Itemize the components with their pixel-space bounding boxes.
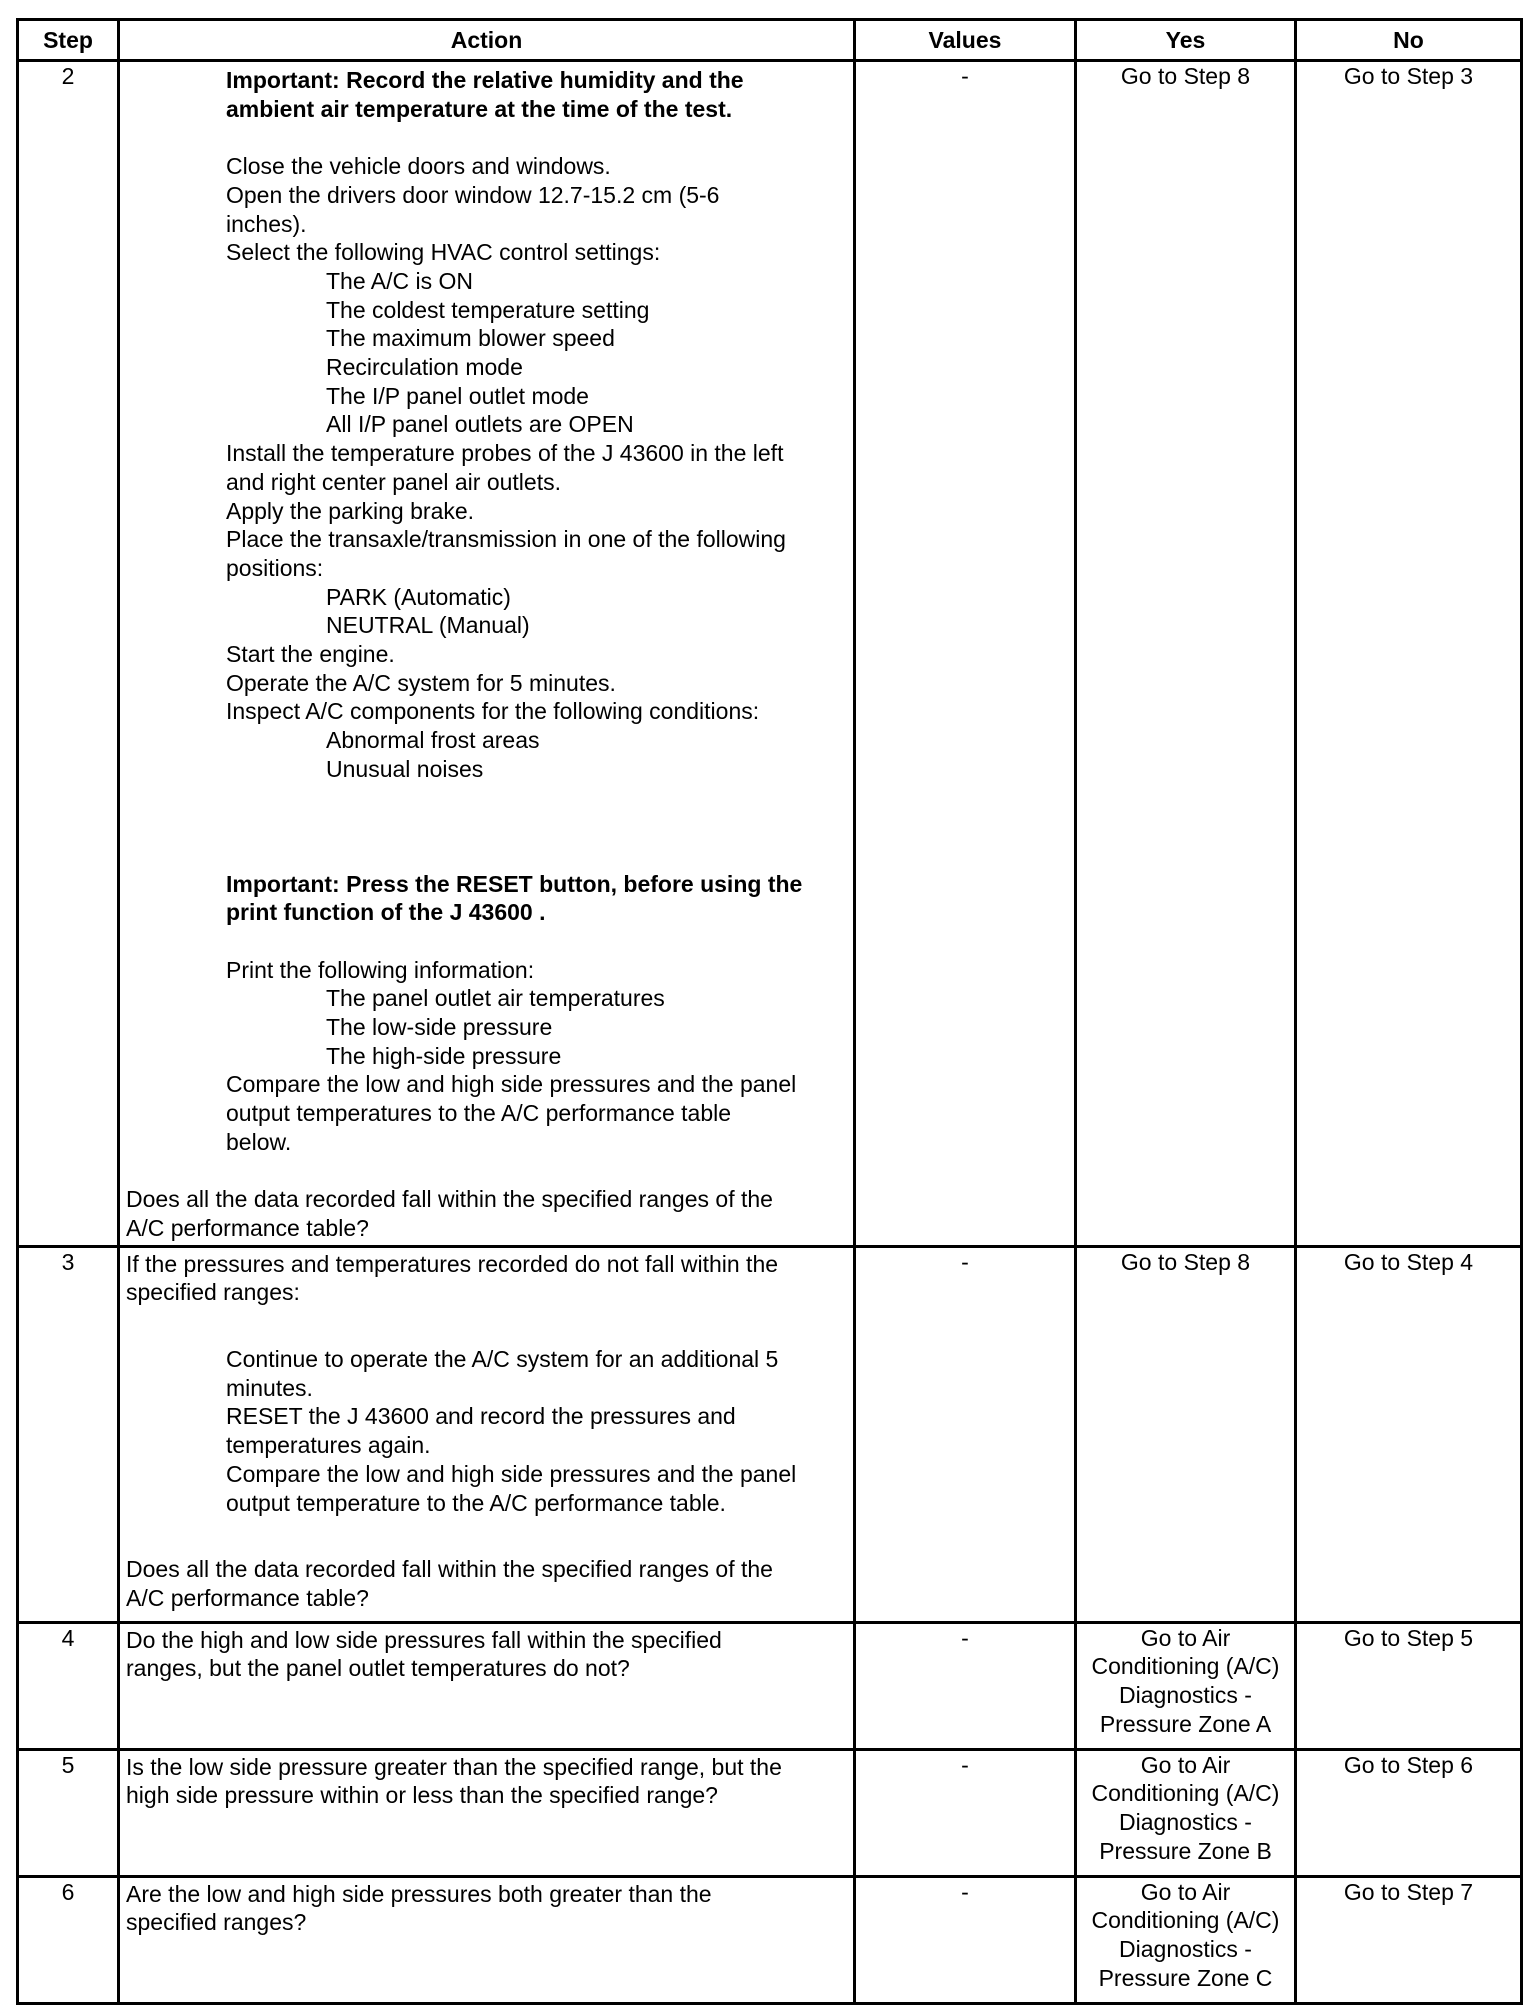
values-cell: - (855, 1876, 1076, 2003)
instruction-list: Close the vehicle doors and windows. Open the drivers door window 12.7-15.2 cm (5-6 inches). Select the following HVAC control settings: (226, 153, 720, 266)
table-row-step-2 (18, 61, 1522, 1247)
yes-cell: Go to Step 8 (1076, 1246, 1296, 1622)
header-row (18, 20, 1522, 61)
question-text: Do the high and low side pressures fall within the specified ranges, but the panel outlet temperatures do not? (126, 1626, 722, 1682)
step-number: 4 (18, 1622, 119, 1749)
important-note: Important: Record the relative humidity and the ambient air temperature at the time of the test. (226, 67, 744, 122)
header-action: Action (119, 20, 855, 61)
values-cell: - (855, 1622, 1076, 1749)
header-yes: Yes (1076, 20, 1296, 61)
no-cell: Go to Step 4 (1296, 1246, 1522, 1622)
instruction-list: Start the engine. Operate the A/C system for 5 minutes. Inspect A/C components for the following conditions: (226, 641, 760, 725)
action-cell (119, 1749, 855, 1876)
yes-cell: Go to Air Conditioning (A/C) Diagnostics - Pressure Zone C (1076, 1876, 1296, 2003)
question-text: Does all the data recorded fall within the specified ranges of the A/C performance table? (126, 1186, 773, 1241)
question-text: Are the low and high side pressures both greater than the specified ranges? (126, 1880, 712, 1936)
print-items-list: The panel outlet air temperatures The low-side pressure The high-side pressure (326, 985, 665, 1069)
action-cell (119, 1876, 855, 2003)
question-text: Does all the data recorded fall within the specified ranges of the A/C performance table? (126, 1556, 773, 1611)
step-number: 6 (18, 1876, 119, 2003)
instruction-list: Print the following information: (226, 956, 535, 983)
header-values: Values (855, 20, 1076, 61)
yes-cell: Go to Step 8 (1076, 61, 1296, 1247)
table-row-step-4 (18, 1622, 1522, 1749)
question-text: Is the low side pressure greater than the specified range, but the high side pressure within or less than the specified range? (126, 1753, 782, 1809)
instruction-list: Continue to operate the A/C system for an additional 5 minutes. RESET the J 43600 and record the pressures and temperatures again. Compare the low and high side pressures and the panel output temperature to the A/C performance table. (226, 1346, 797, 1516)
action-cell (119, 1622, 855, 1749)
instruction-list: Compare the low and high side pressures and the panel output temperatures to the A/C performance table below. (226, 1071, 797, 1155)
diagnostic-table (16, 18, 1523, 2005)
hvac-settings-list: The A/C is ON The coldest temperature setting The maximum blower speed Recirculation mode The I/P panel outlet mode All I/P panel outlets are OPEN (326, 267, 650, 438)
conditions-list: Abnormal frost areas Unusual noises (326, 727, 540, 782)
values-cell: - (855, 61, 1076, 1247)
no-cell: Go to Step 6 (1296, 1749, 1522, 1876)
no-cell: Go to Step 5 (1296, 1622, 1522, 1749)
no-cell: Go to Step 7 (1296, 1876, 1522, 2003)
step-number: 5 (18, 1749, 119, 1876)
important-note: Important: Press the RESET button, before using the print function of the J 43600 . (226, 870, 803, 926)
values-cell: - (855, 1246, 1076, 1622)
action-cell (119, 1246, 855, 1622)
header-no: No (1296, 20, 1522, 61)
step-number: 3 (18, 1246, 119, 1622)
table-row-step-3 (18, 1246, 1522, 1622)
no-cell: Go to Step 3 (1296, 61, 1522, 1247)
action-cell (119, 61, 855, 1247)
table-row-step-6 (18, 1876, 1522, 2003)
values-cell: - (855, 1749, 1076, 1876)
table-row-step-5 (18, 1749, 1522, 1876)
instruction-list: Install the temperature probes of the J 43600 in the left and right center panel air outlets. Apply the parking brake. Place the transaxle/transmission in one of the following positions: (226, 440, 786, 581)
positions-list: PARK (Automatic) NEUTRAL (Manual) (326, 583, 530, 639)
yes-cell: Go to Air Conditioning (A/C) Diagnostics - Pressure Zone A (1076, 1622, 1296, 1749)
header-step: Step (18, 20, 119, 61)
step-number: 2 (18, 61, 119, 1247)
intro-text: If the pressures and temperatures recorded do not fall within the specified ranges: (126, 1250, 779, 1306)
yes-cell: Go to Air Conditioning (A/C) Diagnostics - Pressure Zone B (1076, 1749, 1296, 1876)
